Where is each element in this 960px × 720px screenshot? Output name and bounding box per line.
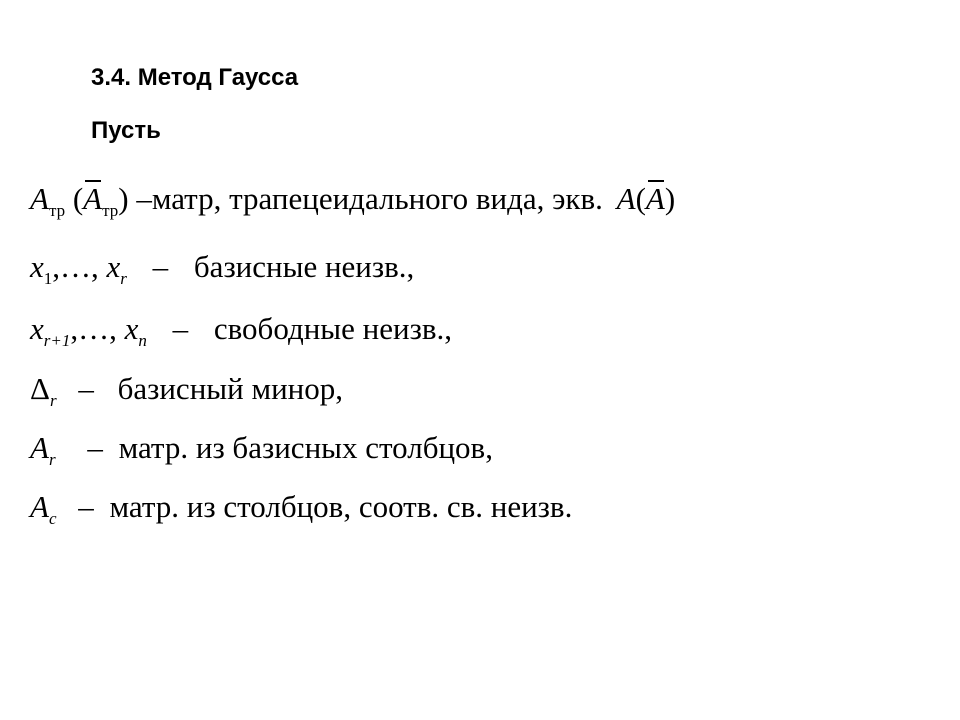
matrix-symbol: A (30, 430, 49, 465)
variable-subscript: 1 (43, 269, 53, 288)
definition-line-basic-columns-matrix (30, 430, 493, 469)
dash: – (172, 311, 189, 346)
matrix-symbol: A (30, 489, 49, 524)
dash: – (136, 181, 152, 216)
variable-symbol: x (30, 249, 44, 284)
line-text: свободные неизв., (213, 311, 452, 346)
slide-title: 3.4. Метод Гаусса (91, 64, 299, 91)
variable-symbol: x (106, 249, 121, 284)
dash: – (87, 430, 103, 465)
original-matrix-symbol: A (616, 181, 636, 216)
ellipsis: ,…, (70, 311, 117, 346)
matrix-symbol: A (30, 181, 49, 216)
dash: – (78, 489, 94, 524)
line-text: матр, трапецеидального вида, экв. (151, 181, 603, 216)
definition-line-basic-minor (30, 371, 343, 410)
original-extended-matrix-symbol: A (645, 181, 665, 216)
line-text: матр. из базисных столбцов, (118, 430, 493, 465)
line-text: базисный минор, (117, 371, 343, 406)
line-text: матр. из столбцов, соотв. св. неизв. (109, 489, 573, 524)
definition-line-basic-unknowns (30, 249, 415, 288)
paren-open: ( (635, 181, 646, 216)
paren-close: ) (664, 181, 676, 216)
paren-open: ( (72, 181, 84, 216)
definition-line-free-columns-matrix (30, 489, 573, 528)
matrix-subscript: c (48, 509, 57, 528)
definition-line-trapezoidal-matrix (30, 181, 676, 220)
delta-subscript: r (49, 391, 57, 410)
delta-symbol: Δ (30, 371, 50, 406)
extended-matrix-symbol: A (83, 181, 103, 216)
variable-subscript: n (138, 331, 147, 350)
variable-symbol: x (30, 311, 44, 346)
variable-subscript: r (120, 269, 127, 288)
extended-matrix-subscript: тр (102, 201, 119, 220)
matrix-subscript: r (48, 450, 56, 469)
dash: – (78, 371, 94, 406)
paren-close: ) (118, 181, 129, 216)
dash: – (152, 249, 169, 284)
ellipsis: ,…, (52, 249, 99, 284)
line-text: базисные неизв., (193, 249, 415, 284)
intro-word: Пусть (91, 117, 161, 144)
variable-symbol: x (124, 311, 139, 346)
matrix-subscript: тр (48, 201, 66, 220)
definition-line-free-unknowns (30, 311, 452, 350)
variable-subscript: r+1 (43, 331, 71, 350)
